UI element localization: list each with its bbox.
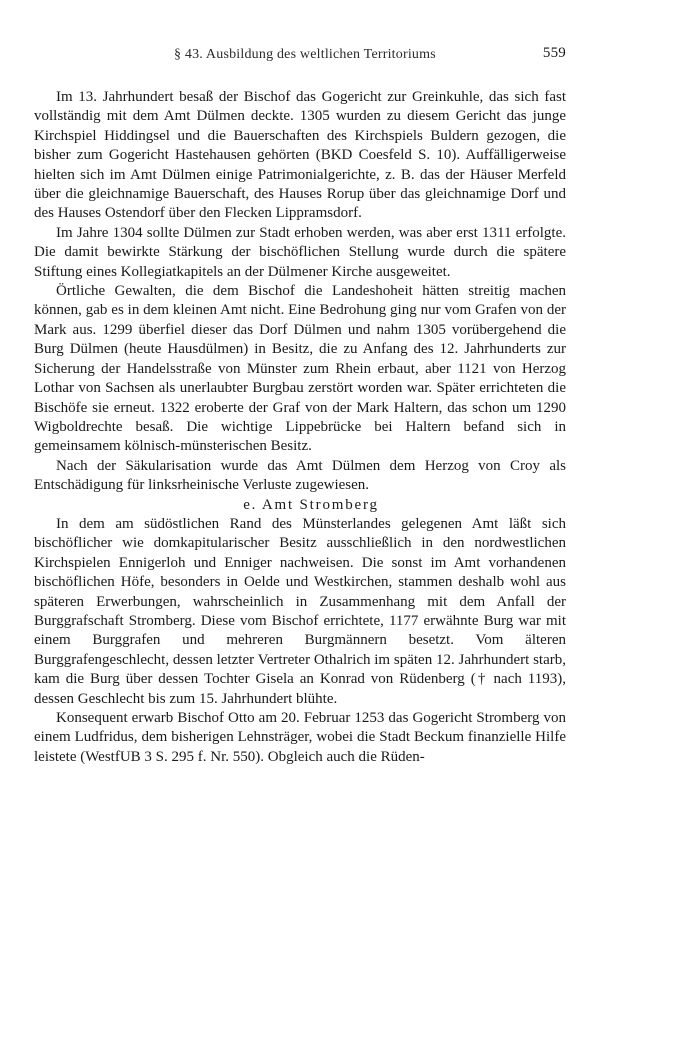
paragraph: Im Jahre 1304 sollte Dülmen zur Stadt erhoben werden, was aber erst 1311 erfolgte. Die damit bewirkte Stärkung der bischöflichen Stellung wurde durch die spätere Stiftung eines Kollegiatkapitels an der Dülmener Kirche ausgeweitet. xyxy=(34,224,566,280)
paragraph: Nach der Säkularisation wurde das Amt Dülmen dem Herzog von Croy als Entschädigung für linksrheinische Verluste zugewiesen. xyxy=(34,457,566,494)
body-text xyxy=(34,88,566,767)
paragraph: Konsequent erwarb Bischof Otto am 20. Februar 1253 das Gogericht Stromberg von einem Ludfridus, dem bisherigen Lehnsträger, wobei die Stadt Beckum finanzielle Hilfe leistete (WestfUB 3 S. 295 f. Nr. 550). Obgleich auch die Rüden- xyxy=(34,710,566,765)
paragraph: Im 13. Jahrhundert besaß der Bischof das Gogericht zur Greinkuhle, das sich fast vollständig mit dem Amt Dülmen deckte. 1305 wurden zu diesem Gericht das junge Kirchspiel Hiddingsel und die Bauerschaften des Kirchspiels Buldern gezogen, die bisher zum Gogericht Hastehausen gehörten (BKD Coesfeld S. 10). Auffälligerweise hielten sich im Amt Dülmen einige Patrimonialgerichte, z. B. das der Häuser Merfeld über die gleichnamige Bauerschaft, des Hauses Rorup über das gleichnamige Dorf und des Hauses Ostendorf über den Flecken Lippramsdorf. xyxy=(34,89,566,222)
paragraph: In dem am südöstlichen Rand des Münsterlandes gelegenen Amt läßt sich bischöflicher wie domkapitularischer Besitz ausschließlich in den nordwestlichen Kirchspielen Ennigerloh und Enniger nachweisen. Die sonst im Amt vorhandenen bischöflichen Höfe, besonders in Oelde und Westkirchen, stammen deshalb wohl aus späteren Erwerbungen, wahrscheinlich in Zusammenhang mit dem Anfall der Burggrafschaft Stromberg. Diese vom Bischof errichtete, 1177 erwähnte Burg war mit einem Burggrafen und mehreren Burgmännern besetzt. Vom älteren Burggrafengeschlecht, dessen letzter Vertreter Othalrich im späten 12. Jahrhundert starb, kam die Burg über dessen Tochter Gisela an Konrad von Rüdenberg († nach 1193), dessen Geschlecht bis zum 15. Jahrhundert blühte. xyxy=(34,515,566,707)
running-head xyxy=(134,47,566,69)
running-title: § 43. Ausbildung des weltlichen Territoriums xyxy=(174,47,436,62)
page-number: 559 xyxy=(542,45,566,61)
paragraph: Örtliche Gewalten, die dem Bischof die Landeshoheit hätten streitig machen können, gab es in dem kleinen Amt nicht. Eine Bedrohung ging nur vom Grafen von der Mark aus. 1299 überfiel dieser das Dorf Dülmen und nahm 1305 vorübergehend die Burg Dülmen (heute Hausdülmen) in Besitz, die zu Anfang des 12. Jahrhunderts zur Sicherung der Handelsstraße von Münster zum Rhein erbaut, aber 1121 von Herzog Lothar von Sachsen als unerlaubter Burgbau zerstört worden war. Später errichteten die Bischöfe sie erneut. 1322 eroberte der Graf von der Mark Haltern, das schon um 1290 Wigboldrechte besaß. Die wichtige Lippebrücke bei Haltern befand sich in gemeinsamem kölnisch-münsterischen Besitz. xyxy=(34,283,566,455)
section-heading: e. Amt Stromberg xyxy=(243,496,379,513)
